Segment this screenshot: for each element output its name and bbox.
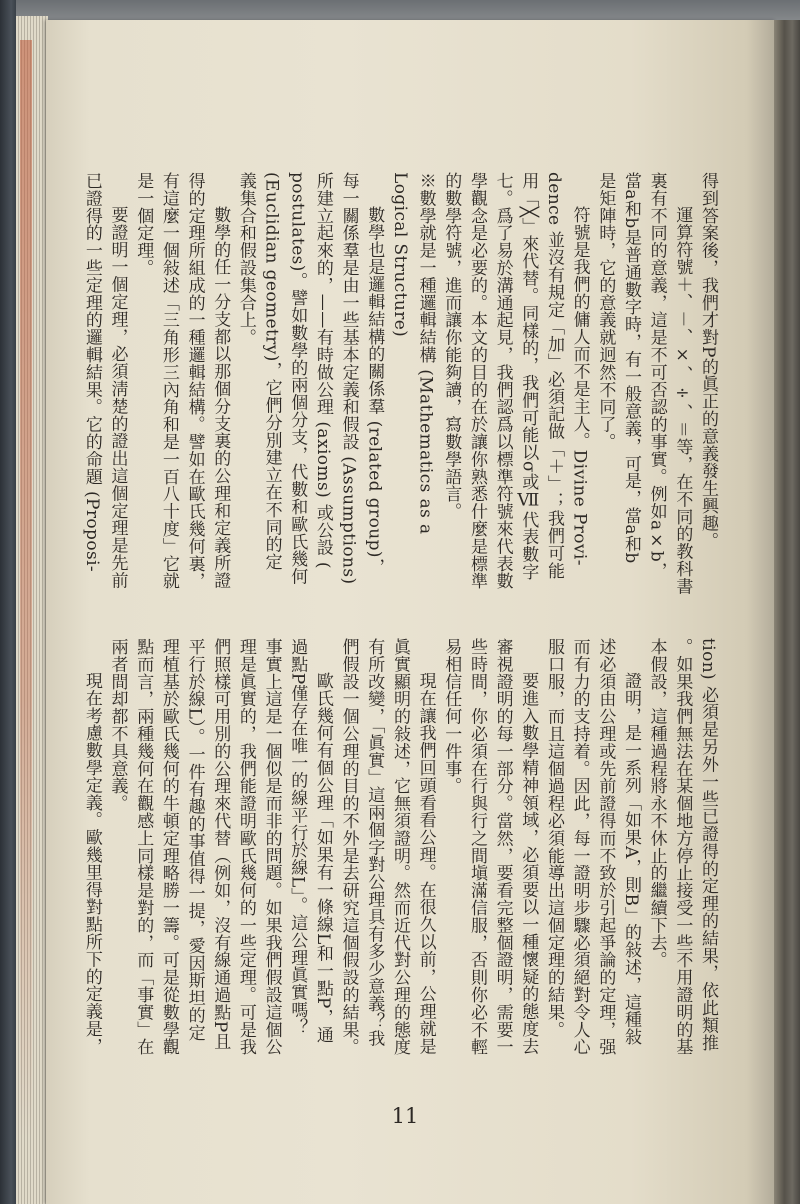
text-column: 運算符號＋、－、×、÷、＝等，在不同的教科書 (672, 206, 693, 595)
text-column: 過點P僅存在唯一的線平行於線L」。這公理眞實嗎？ (287, 638, 308, 1036)
text-column: 兩者間却都不具意義。 (107, 638, 128, 812)
text-column: 理是眞實的，我們能證明歐氏幾何的一些定理。可是我 (235, 638, 256, 1056)
text-column: 裏有不同的意義，這是不可否認的事實。例如a×b， (646, 172, 667, 580)
text-column: 有這麼一個敍述「三角形三內角和是一百八十度」它就 (158, 172, 179, 590)
text-column: 點而言，兩種幾何在觀感上同樣是對的，而「事實」在 (133, 638, 154, 1056)
text-column: 現在考慮數學定義。歐幾里得對點所下的定義是， (81, 672, 102, 1055)
text-column: 事實上這是一個似是而非的問題。如果我們假設這個公 (261, 638, 282, 1056)
text-column: 們假設一個公理的目的不外是去研究這個假設的結果。 (338, 638, 359, 1056)
text-column: 述必須由公理或先前證得而不致於引起爭論的定理，强 (595, 638, 616, 1056)
text-column: 是一個定理。 (133, 172, 154, 277)
section-heading: Logical Structure) (389, 172, 410, 338)
text-column: 眞實顯明的敍述，它無須證明。然而近代對公理的態度 (389, 638, 410, 1056)
upper-text-block (78, 172, 720, 596)
gutter-shadow (774, 20, 800, 1204)
text-column: 而有力的支持着。因此，每一證明步驟必須絕對令人心 (569, 638, 590, 1056)
text-column: 符號是我們的傭人而不是主人。Divine Provi- (569, 206, 590, 566)
page-edge-tint (20, 40, 32, 1140)
page-number: 11 (391, 1104, 419, 1128)
text-column: 學觀念是必要的。本文的目的在於讓你熟悉什麼是標準 (466, 172, 487, 590)
text-column: 數學也是邏輯結構的關係羣 (related group)， (364, 206, 385, 576)
text-column: 有所改變，「眞實」這兩個字對公理具有多少意義？我 (364, 638, 385, 1048)
text-column: 要證明一個定理，必須淸楚的證出這個定理是先前 (107, 206, 128, 589)
book-cover-edge (0, 0, 16, 1204)
text-column: 義集合和假設集合上。 (235, 172, 256, 346)
text-column: tion) 必須是另外一些已證得的定理的結果，依此類推 (698, 638, 718, 1052)
text-column: 得到答案後，我們才對P的眞正的意義發生興趣。 (698, 172, 718, 550)
text-column: 歐氏幾何有個公理「如果有一條線L和一點P，通 (312, 672, 333, 1044)
text-column: dence 並沒有規定「加」必須記做「＋」；我們可能 (543, 172, 564, 580)
text-column: 七。爲了易於溝通起見，我們認爲以標準符號來代表數 (492, 172, 513, 590)
lower-text-block (78, 638, 720, 1062)
text-column: 證明，是一系列「如果A，則B」的敍述，這種敍 (620, 672, 641, 1046)
text-column: 。如果我們無法在某個地方停止接受一些不用證明的基 (672, 638, 693, 1056)
text-column: 本假設，這種過程將永不休止的繼續下去。 (646, 638, 667, 969)
text-column: 當a和b是普通數字時，有一般意義，可是，當a和b (620, 172, 641, 564)
text-column: 每一關係羣是由一些基本定義和假設 (Assumptions) (338, 172, 359, 585)
text-column: 得的定理所組成的一種邏輯結構。譬如在歐氏幾何裏， (184, 172, 205, 590)
text-column: 平行於線L）。一件有趣的事值得一提，愛因斯坦的定 (184, 638, 205, 1042)
text-column: 要進入數學精神領域，必須要以一種懷疑的態度去 (518, 672, 539, 1055)
text-column: 服口服，而且這個過程必須能導出這個定理的結果。 (543, 638, 564, 1039)
text-column: 易相信任何一件事。 (441, 638, 462, 795)
section-heading: ※數學就是一種邏輯結構 (Mathematics as a (415, 172, 436, 535)
text-column: 所建立起來的，——有時做公理 (axioms) 或公設 ( (312, 172, 333, 569)
text-column: 們照樣可用別的公理來代替（例如，沒有線通過點P且 (210, 638, 231, 1051)
text-column: 審視證明的每一部分。當然，要看完整個證明，需要一 (492, 638, 513, 1056)
text-column: 現在讓我們回頭看看公理。在很久以前，公理就是 (415, 672, 436, 1055)
text-column: 的數學符號，進而讓你能夠讀，寫數學語言。 (441, 172, 462, 520)
text-column: 用「╳」來代替。同樣的，我們可能以σ或Ⅶ代表數字 (518, 172, 539, 581)
text-column: 已證得的一些定理的邏輯結果。它的命題 (Proposi- (81, 172, 102, 573)
text-column: 些時間，你必須在行與行之間塡滿信服，否則你必不輕 (466, 638, 487, 1056)
text-column: (Euclidian geometry)，它們分別建立在不同的定 (261, 172, 282, 571)
text-column: 是矩陣時，它的意義就迥然不同了。 (595, 172, 616, 451)
text-column: 數學的任一分支都以那個分支裏的公理和定義所證 (210, 206, 231, 589)
text-column: postulates)。譬如數學的兩個分支，代數和歐氏幾何 (287, 172, 308, 586)
text-column: 理植基於歐氏幾何的牛頓定理略勝一籌。可是從數學觀 (158, 638, 179, 1056)
